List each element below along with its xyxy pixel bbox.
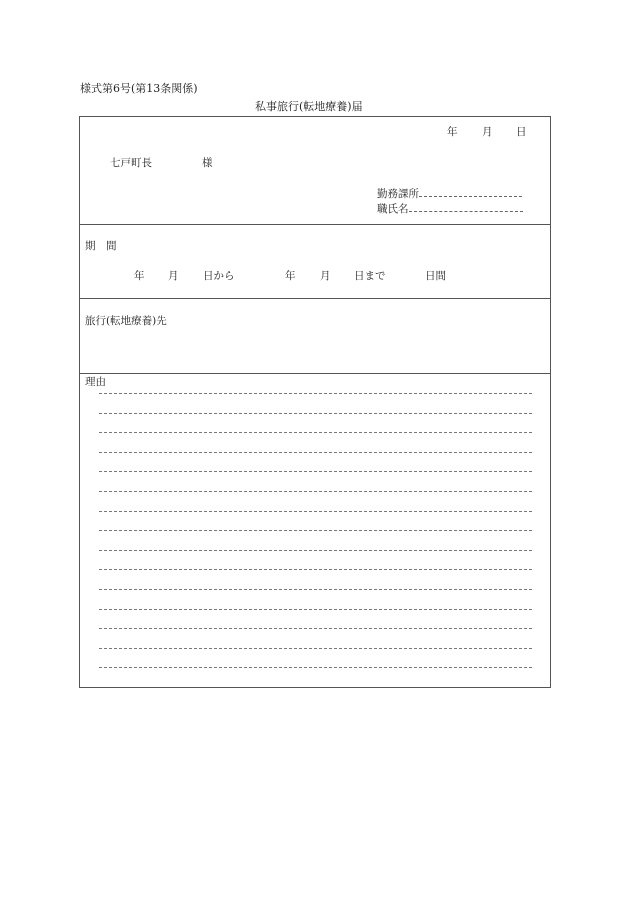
from-month-label: 月 [168,270,179,282]
divider-reason [79,373,551,374]
period-label: 期 間 [85,240,117,252]
workplace-field [377,186,522,201]
reason-line [99,667,532,668]
reason-line [99,491,532,492]
reason-line [99,432,532,433]
workplace-underline [419,186,522,197]
workplace-label: 勤務課所 [377,188,419,200]
date-year-label: 年 [447,126,458,138]
honorific: 様 [202,157,213,169]
date-day-label: 日 [516,126,527,138]
to-day-label: 日まで [354,270,386,282]
reason-line [99,550,532,551]
reason-line [99,393,532,394]
reason-line [99,628,532,629]
from-day-label: 日から [203,270,235,282]
addressee: 七戸町長 [110,157,152,169]
name-label: 職氏名 [377,203,409,215]
days-label: 日間 [425,270,446,282]
reason-label: 理由 [85,376,106,388]
divider-period [79,224,551,225]
reason-line [99,413,532,414]
name-underline [409,201,523,212]
reason-line [99,511,532,512]
to-month-label: 月 [320,270,331,282]
divider-destination [79,298,551,299]
reason-line [99,609,532,610]
reason-line [99,569,532,570]
reason-line [99,589,532,590]
name-field [377,201,523,216]
form-number: 様式第6号(第13条関係) [80,82,198,95]
reason-line [99,471,532,472]
to-year-label: 年 [285,270,296,282]
destination-label: 旅行(転地療養)先 [85,315,167,327]
reason-line [99,452,532,453]
reason-line [99,648,532,649]
reason-line [99,530,532,531]
from-year-label: 年 [134,270,145,282]
date-month-label: 月 [482,126,493,138]
form-title: 私事旅行(転地療養)届 [255,100,363,113]
